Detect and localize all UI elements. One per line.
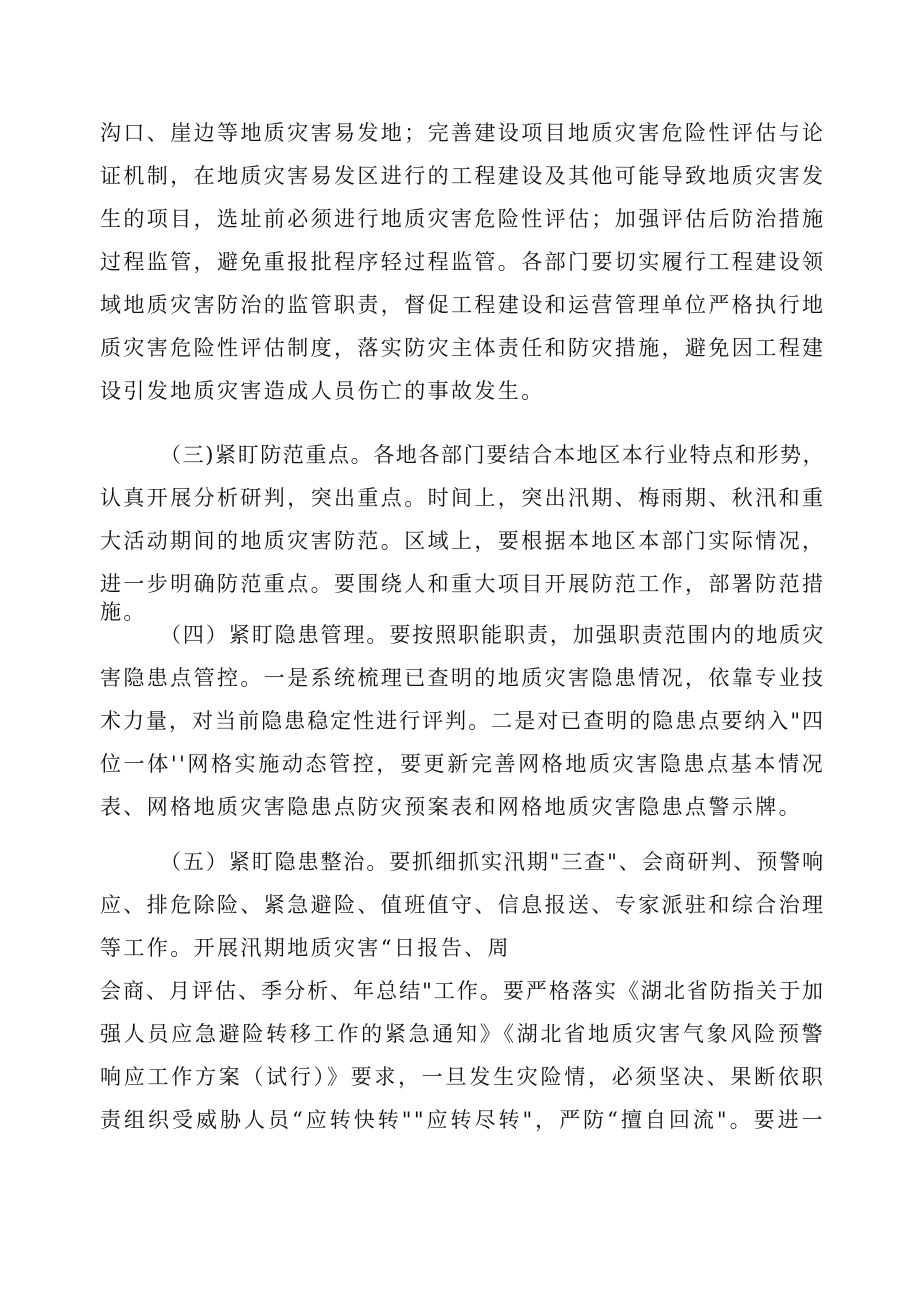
section-heading-line: （三)紧盯防范重点。各地各部门要结合本地区本行业特点和形势， [160, 443, 826, 467]
body-text-line: 等工作。开展汛期地质灾害“日报告、周 [100, 936, 511, 960]
body-text-line: 域地质灾害防治的监管职责，督促工程建设和运营管理单位严格执行地 [100, 293, 826, 317]
body-text-line: 进一步明确防范重点。要围绕人和重大项目开展防范工作，部署防范措 [100, 572, 826, 596]
body-text-line: 表、网格地质灾害隐患点防灾预案表和网格地质灾害隐患点警示牌。 [100, 795, 802, 819]
body-text-line: 响应工作方案（试行）》要求，一旦发生灾险情，必须坚决、果断依职 [100, 1065, 825, 1089]
body-text-line: 证机制，在地质灾害易发区进行的工程建设及其他可能导致地质灾害发 [100, 164, 826, 188]
body-text-line: 大活动期间的地质灾害防范。区域上，要根据本地区本部门实际情况， [100, 529, 826, 553]
body-text-line: 认真开展分析研判，突出重点。时间上，突出汛期、梅雨期、秋汛和重 [100, 486, 826, 510]
body-text-line: 术力量，对当前隐患稳定性进行评判。二是对已查明的隐患点要纳入"四 [100, 709, 825, 733]
body-text-line: 责组织受威胁人员“应转快转""应转尽转"，严防“擅自回流"。要进一 [100, 1108, 825, 1132]
body-text-line: 设引发地质灾害造成人员伤亡的事故发生。 [100, 379, 545, 403]
body-text-line: 应、排危除险、紧急避险、值班值守、信息报送、专家派驻和综合治理 [100, 893, 826, 917]
body-text-line: 质灾害危险性评估制度，落实防灾主体责任和防灾措施，避免因工程建 [100, 336, 826, 360]
body-text-line: 害隐患点管控。一是系统梳理已查明的地质灾害隐患情况，依靠专业技 [100, 666, 826, 690]
body-text-line: 施。 [100, 600, 147, 624]
body-text-line: 沟口、崖边等地质灾害易发地；完善建设项目地质灾害危险性评估与论 [100, 121, 826, 145]
section-heading-line: （四）紧盯隐患管理。要按照职能职责，加强职责范围内的地质灾 [160, 623, 825, 647]
body-text-line: 会商、月评估、季分析、年总结"工作。要严格落实《湖北省防指关于加 [100, 979, 825, 1003]
body-text-line: 生的项目，选址前必须进行地质灾害危险性评估；加强评估后防治措施 [100, 207, 826, 231]
section-heading-line: （五）紧盯隐患整治。要抓细抓实汛期"三查"、会商研判、预警响 [160, 850, 825, 874]
body-text-line: 过程监管，避免重报批程序轻过程监管。各部门要切实履行工程建设领 [100, 250, 826, 274]
body-text-line: 位一体''网格实施动态管控，要更新完善网格地质灾害隐患点基本情况 [100, 752, 825, 776]
body-text-line: 强人员应急避险转移工作的紧急通知》《湖北省地质灾害气象风险预警 [100, 1022, 825, 1046]
